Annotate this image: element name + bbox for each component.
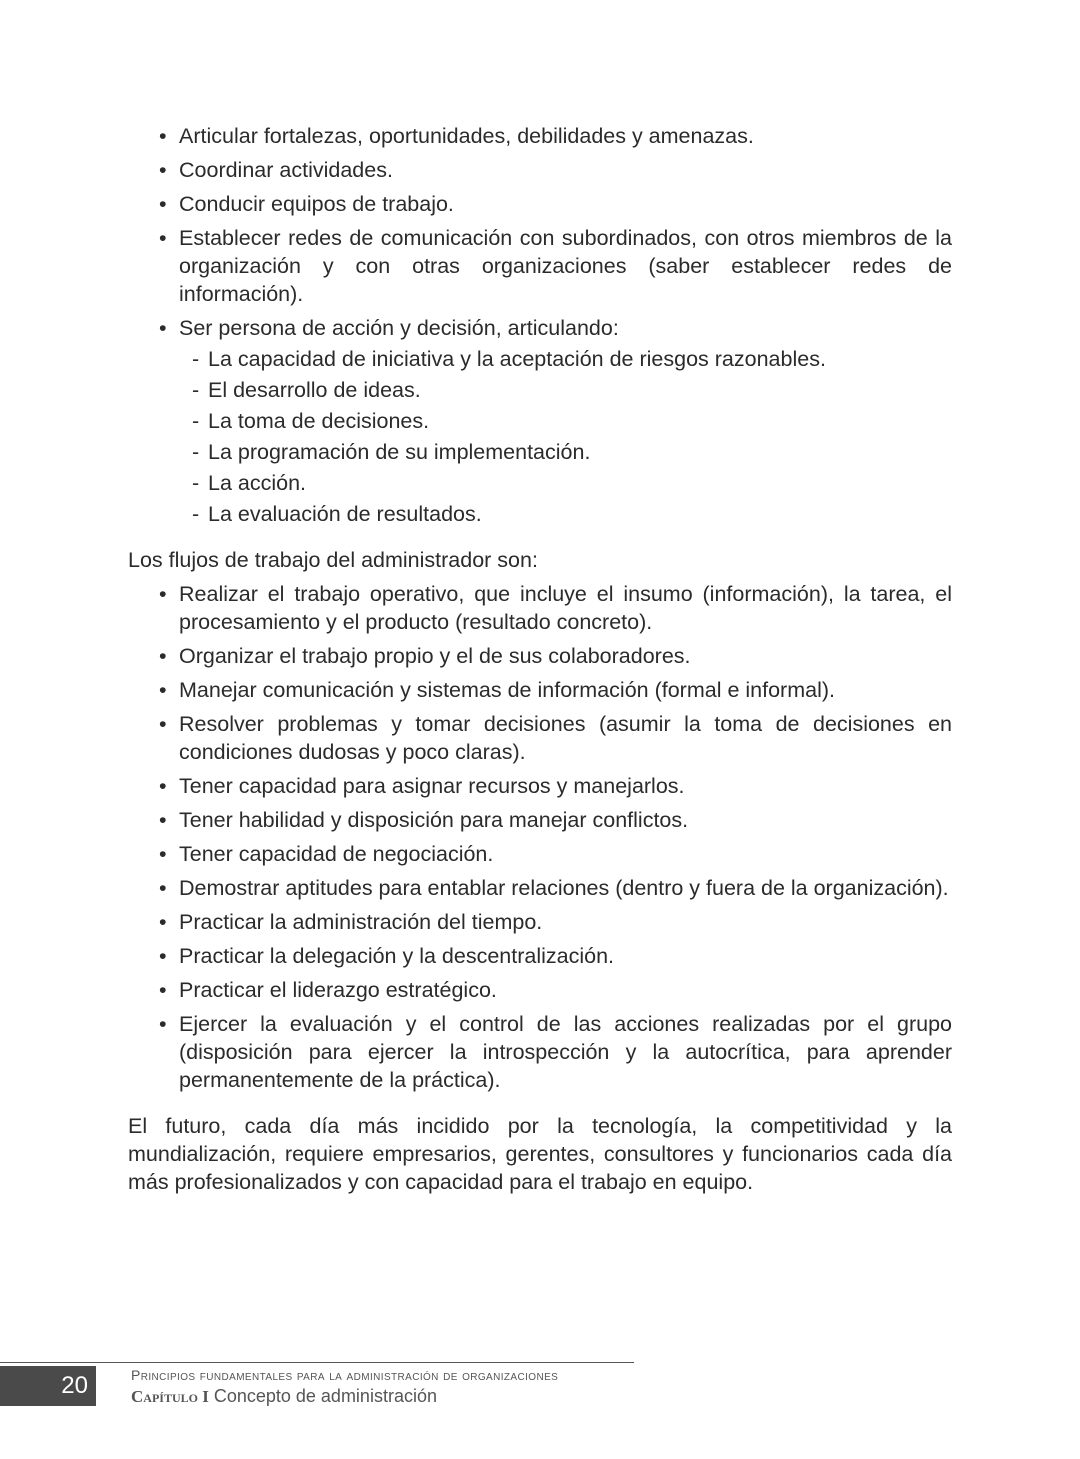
list-item-text: Practicar la administración del tiempo.: [179, 910, 543, 934]
bullet-icon: •: [159, 158, 167, 182]
list-item: [159, 676, 952, 704]
list-item-text: Tener capacidad para asignar recursos y manejarlos.: [179, 774, 685, 798]
bullet-icon: •: [159, 644, 167, 668]
bullet-icon: •: [159, 192, 167, 216]
dash-icon: -: [192, 440, 200, 464]
list-item-text: Coordinar actividades.: [179, 158, 393, 182]
bullet-icon: •: [159, 582, 167, 606]
page-number: 20: [0, 1366, 96, 1406]
flows-intro: Los flujos de trabajo del administrador son:: [128, 548, 538, 572]
list-item: [159, 122, 952, 150]
list-item: [159, 642, 952, 670]
list-item-text: Demostrar aptitudes para entablar relaciones (dentro y fuera de la organización).: [179, 876, 949, 900]
sub-list-item: [192, 500, 952, 528]
list-item: [159, 224, 952, 308]
sub-list-item: [192, 376, 952, 404]
list-item: [159, 710, 952, 766]
bullet-icon: •: [159, 678, 167, 702]
bullet-icon: •: [159, 944, 167, 968]
list-item-text: Articular fortalezas, oportunidades, debilidades y amenazas.: [179, 124, 754, 148]
list-item: [159, 772, 952, 800]
sub-list-item-text: El desarrollo de ideas.: [208, 378, 421, 402]
sub-list-item: [192, 438, 952, 466]
sub-list-item-text: La programación de su implementación.: [208, 440, 591, 464]
chapter-title: Concepto de administración: [213, 1386, 437, 1406]
bullet-icon: •: [159, 712, 167, 736]
bullet-icon: •: [159, 774, 167, 798]
list-item: [159, 806, 952, 834]
dash-icon: -: [192, 409, 200, 433]
bullet-icon: •: [159, 910, 167, 934]
list-item-text: Resolver problemas y tomar decisiones (asumir la toma de decisiones en condiciones dudosas y poco claras).: [179, 712, 952, 764]
list-item: [159, 314, 952, 528]
sub-list-item-text: La acción.: [208, 471, 307, 495]
list-item: [159, 580, 952, 636]
list-item-text: Organizar el trabajo propio y el de sus colaboradores.: [179, 644, 691, 668]
dash-icon: -: [192, 502, 200, 526]
sub-dash-list: [179, 345, 952, 528]
chapter-line: [131, 1385, 558, 1408]
list-item-text: Ejercer la evaluación y el control de las acciones realizadas por el grupo (disposición para ejercer la introspección y la autocrítica, para aprender permanentemente de la práctica).: [179, 1012, 952, 1092]
page-content: [128, 122, 952, 1196]
list-item: [159, 1010, 952, 1094]
list-item-text: Manejar comunicación y sistemas de información (formal e informal).: [179, 678, 835, 702]
sub-list-item: [192, 345, 952, 373]
list-item-text: Tener capacidad de negociación.: [179, 842, 494, 866]
bullet-icon: •: [159, 1012, 167, 1036]
list-item: [159, 874, 952, 902]
running-footer: [131, 1366, 558, 1408]
bullet-icon: •: [159, 808, 167, 832]
dash-icon: -: [192, 378, 200, 402]
list-item-text: Tener habilidad y disposición para manejar conflictos.: [179, 808, 689, 832]
closing-paragraph: El futuro, cada día más incidido por la tecnología, la competitividad y la mundialización, requiere empresarios, gerentes, consultores y funcionarios cada día más profesionalizados y con capacidad para el trabajo en equipo.: [128, 1114, 952, 1194]
sub-list-item-text: La toma de decisiones.: [208, 409, 430, 433]
sub-list-item-text: La capacidad de iniciativa y la aceptación de riesgos razonables.: [208, 347, 826, 371]
list-item-text: Ser persona de acción y decisión, articulando:: [179, 316, 619, 340]
dash-icon: -: [192, 471, 200, 495]
bullet-icon: •: [159, 124, 167, 148]
book-title: Principios fundamentales para la administración de organizaciones: [131, 1367, 559, 1383]
bullet-icon: •: [159, 978, 167, 1002]
sub-list-item: [192, 407, 952, 435]
list-item: [159, 156, 952, 184]
flows-bullet-list: [128, 580, 952, 1094]
list-item-text: Establecer redes de comunicación con subordinados, con otros miembros de la organización y con otras organizaciones (saber establecer redes de información).: [179, 226, 952, 306]
list-item-text: Practicar el liderazgo estratégico.: [179, 978, 497, 1002]
list-item: [159, 840, 952, 868]
sub-list-item-text: La evaluación de resultados.: [208, 502, 482, 526]
bullet-icon: •: [159, 316, 167, 340]
list-item: [159, 942, 952, 970]
bullet-icon: •: [159, 226, 167, 250]
list-item: [159, 190, 952, 218]
list-item-text: Practicar la delegación y la descentralización.: [179, 944, 615, 968]
list-item: [159, 908, 952, 936]
top-bullet-list: [128, 122, 952, 528]
bullet-icon: •: [159, 876, 167, 900]
list-item-text: Conducir equipos de trabajo.: [179, 192, 454, 216]
list-item: [159, 976, 952, 1004]
sub-list-item: [192, 469, 952, 497]
bullet-icon: •: [159, 842, 167, 866]
list-item-text: Realizar el trabajo operativo, que incluye el insumo (información), la tarea, el procesamiento y el producto (resultado concreto).: [179, 582, 952, 634]
footer-rule: [0, 1362, 634, 1363]
chapter-label: Capítulo I: [131, 1387, 209, 1406]
dash-icon: -: [192, 347, 200, 371]
